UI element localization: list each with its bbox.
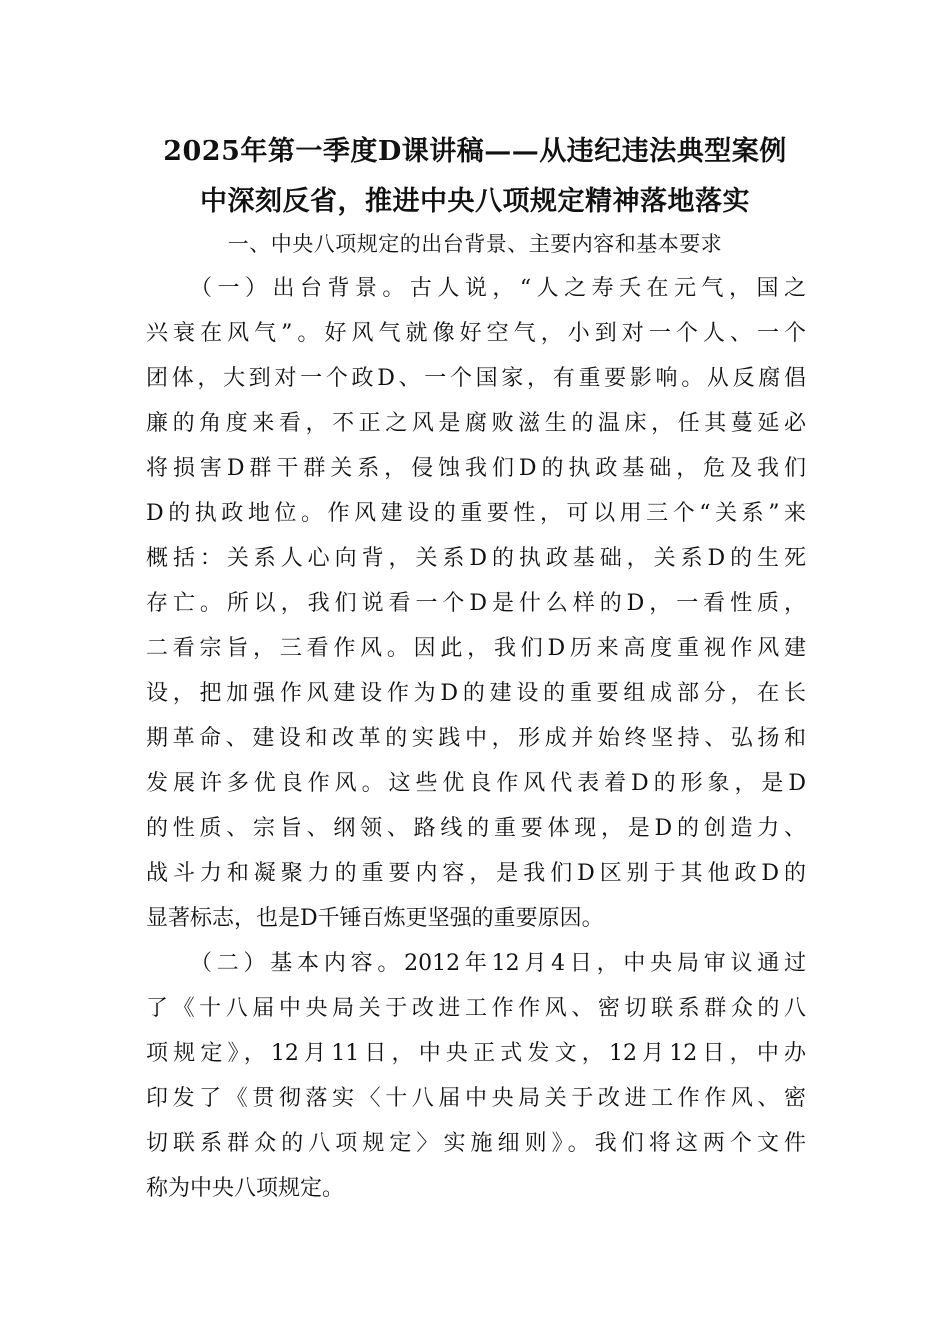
paragraph-1-line: 概括：关系人心向背，关系D的执政基础，关系D的生死 bbox=[146, 546, 806, 571]
document-title-line-1: 2025年第一季度D课讲稿——从违纪违法典型案例 bbox=[163, 136, 787, 167]
paragraph-1-line: 存亡。所以，我们说看一个D是什么样的D，一看性质， bbox=[146, 591, 806, 616]
paragraph-2-line: 切联系群众的八项规定〉实施细则》。我们将这两个文件 bbox=[146, 1131, 806, 1156]
paragraph-2-line: 项规定》，12月11日，中央正式发文，12月12日，中办 bbox=[146, 1041, 806, 1066]
paragraph-1-line: D的执政地位。作风建设的重要性，可以用三个“关系”来 bbox=[146, 501, 806, 526]
paragraph-1-line: 设，把加强作风建设作为D的建设的重要组成部分，在长 bbox=[146, 681, 806, 706]
paragraph-1-line: 显著标志，也是D千锤百炼更坚强的重要原因。 bbox=[146, 906, 604, 931]
paragraph-1-line: 的性质、宗旨、纲领、路线的重要体现，是D的创造力、 bbox=[146, 816, 806, 841]
paragraph-1-line: 团体，大到对一个政D、一个国家，有重要影响。从反腐倡 bbox=[146, 366, 806, 391]
paragraph-1-line: 兴衰在风气”。好风气就像好空气，小到对一个人、一个 bbox=[146, 321, 806, 346]
paragraph-2-line: 了《十八届中央局关于改进工作作风、密切联系群众的八 bbox=[146, 996, 806, 1021]
paragraph-1-line: （一）出台背景。古人说，“人之寿夭在元气，国之 bbox=[190, 276, 806, 301]
paragraph-1-line: 战斗力和凝聚力的重要内容，是我们D区别于其他政D的 bbox=[146, 861, 806, 886]
section-heading: 一、中央八项规定的出台背景、主要内容和基本要求 bbox=[227, 232, 723, 256]
paragraph-1-line: 二看宗旨，三看作风。因此，我们D历来高度重视作风建 bbox=[146, 636, 806, 661]
document-title-line-2: 中深刻反省，推进中央八项规定精神落地落实 bbox=[200, 186, 750, 217]
paragraph-1-line: 将损害D群干群关系，侵蚀我们D的执政基础，危及我们 bbox=[146, 456, 806, 481]
paragraph-2-line: 称为中央八项规定。 bbox=[146, 1176, 345, 1201]
paragraph-1-line: 发展许多优良作风。这些优良作风代表着D的形象，是D bbox=[146, 771, 806, 796]
paragraph-1-line: 廉的角度来看，不正之风是腐败滋生的温床，任其蔓延必 bbox=[146, 411, 806, 436]
paragraph-1-line: 期革命、建设和改革的实践中，形成并始终坚持、弘扬和 bbox=[146, 726, 806, 751]
paragraph-2-line: （二）基本内容。2012年12月4日，中央局审议通过 bbox=[190, 951, 806, 976]
paragraph-2-line: 印发了《贯彻落实〈十八届中央局关于改进工作作风、密 bbox=[146, 1086, 806, 1111]
